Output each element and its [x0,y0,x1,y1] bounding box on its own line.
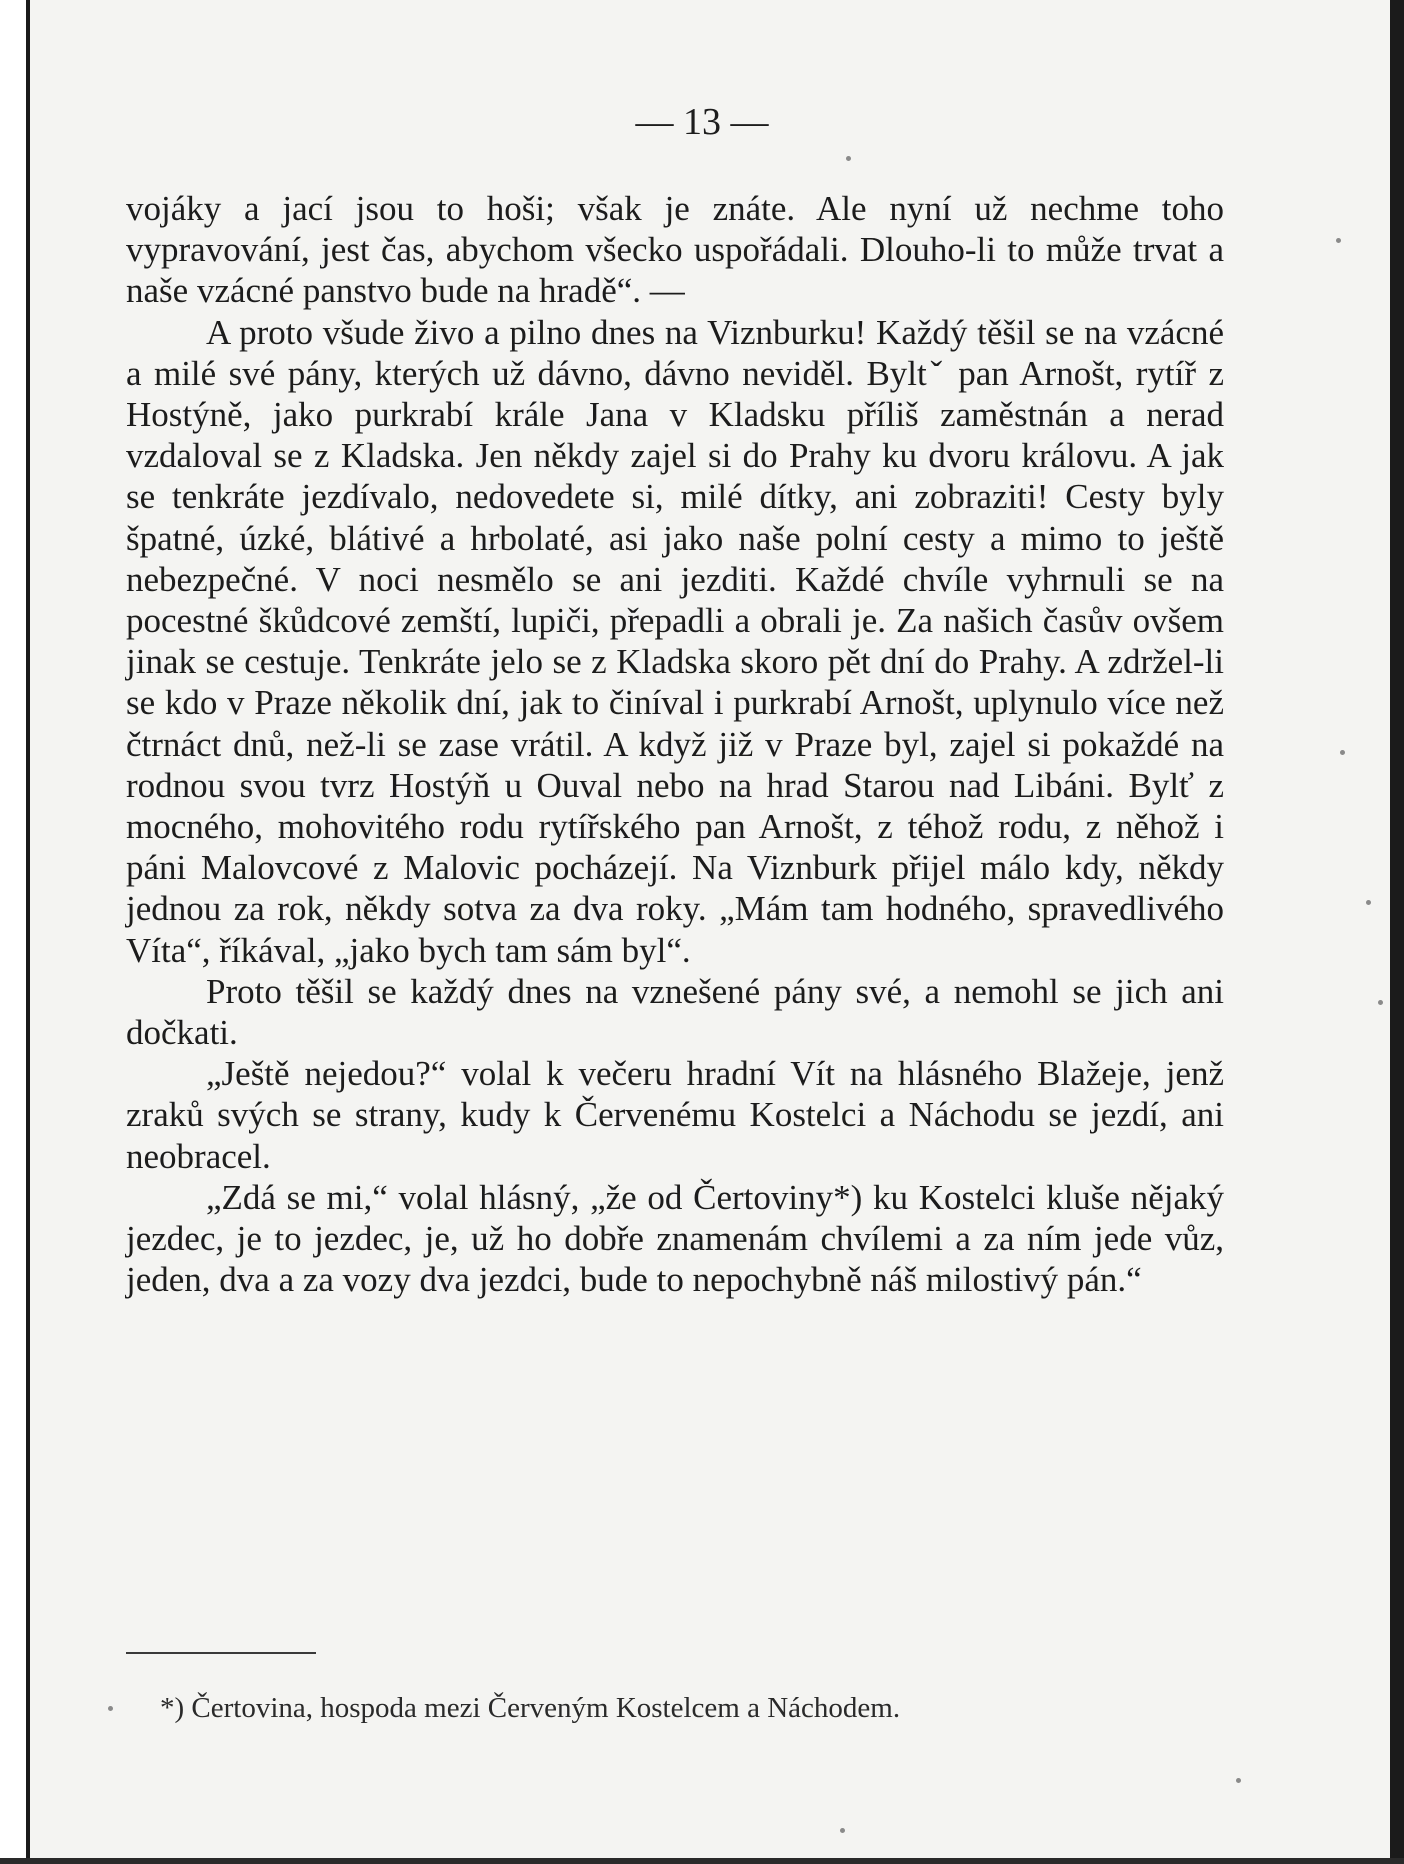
footnote-divider [126,1652,316,1654]
page-right-edge [1390,0,1404,1864]
print-speck [846,156,851,161]
page-left-margin [0,0,28,1864]
paragraph-5: „Zdá se mi,“ volal hlásný, „že od Čertoviny*) ku Kostelci kluše nějaký jezdec, je to jezdec, je, už ho dobře znamenám chvílemi a za ním jede vůz, jeden, dva a za vozy dva jezdci, bude to nepochybně náš milostivý pán.“ [126,1177,1224,1300]
paragraph-4: „Ještě nejedou?“ volal k večeru hradní Vít na hlásného Blažeje, jenž zraků svých se strany, kudy k Červenému Kostelci a Náchodu se jezdí, ani neobracel. [126,1054,1224,1176]
page-number: — 13 — [635,101,769,143]
paragraph-1: vojáky a jací jsou to hoši; však je znáte. Ale nyní už nechme toho vypravování, jest čas, abychom všecko uspořádali. Dlouho-li to může trvat a naše vzácné panstvo bude na hradě“. — [126,189,1224,311]
print-speck [1340,750,1345,755]
paragraph-2: A proto všude živo a pilno dnes na Viznburku! Každý těšil se na vzácné a milé své pány, kterých už dávno, dávno neviděl. Byltˇ pan Arnošt, rytíř z Hostýně, jako purkrabí krále Jana v Kladsku příliš zaměstnán a nerad vzdaloval se z Kladska. Jen někdy zajel si do Prahy ku dvoru královu. A jak se tenkráte jezdívalo, nedovedete si, milé dítky, ani zobraziti! Cesty byly špatné, úzké, blátivé a hrbolaté, asi jako naše polní cesty a mimo to ještě nebezpečné. V noci nesmělo se ani jezditi. Každé chvíle vyhrnuli se na pocestné škůdcové zemští, lupiči, přepadli a obrali je. Za našich časův ovšem jinak se cestuje. Tenkráte jelo se z Kladska skoro pět dní do Prahy. A zdržel-li se kdo v Praze několik dní, jak to činíval i purkrabí Arnošt, uplynulo více než čtrnáct dnů, než-li se zase vrátil. A když již v Praze byl, zajel si pokaždé na rodnou svou tvrz Hostýň u Ouval nebo na hrad Starou nad Libáni. Bylť z mocného, mohovitého rodu rytířského pan Arnošt, z téhož rodu, z něhož i páni Malovcové z Malovic pocházejí. Na Viznburk přijel málo kdy, někdy jednou za rok, někdy sotva za dva roky. „Mám tam hodného, spravedlivého Víta“, říkával, „jako bych tam sám byl“. [126,312,1224,970]
print-speck [840,1828,845,1833]
print-speck [1378,1000,1383,1005]
print-speck [1366,900,1371,905]
print-speck [108,1706,113,1711]
footnote: *) Čertovina, hospoda mezi Červeným Kostelcem a Náchodem. [160,1692,901,1724]
page-left-edge [26,0,30,1864]
page-bottom-edge [0,1858,1404,1864]
paragraph-3: Proto těšil se každý dnes na vznešené pány své, a nemohl se jich ani dočkati. [126,971,1224,1053]
print-speck [1236,1778,1241,1783]
body-text [126,188,1224,1300]
print-speck [1336,238,1341,243]
